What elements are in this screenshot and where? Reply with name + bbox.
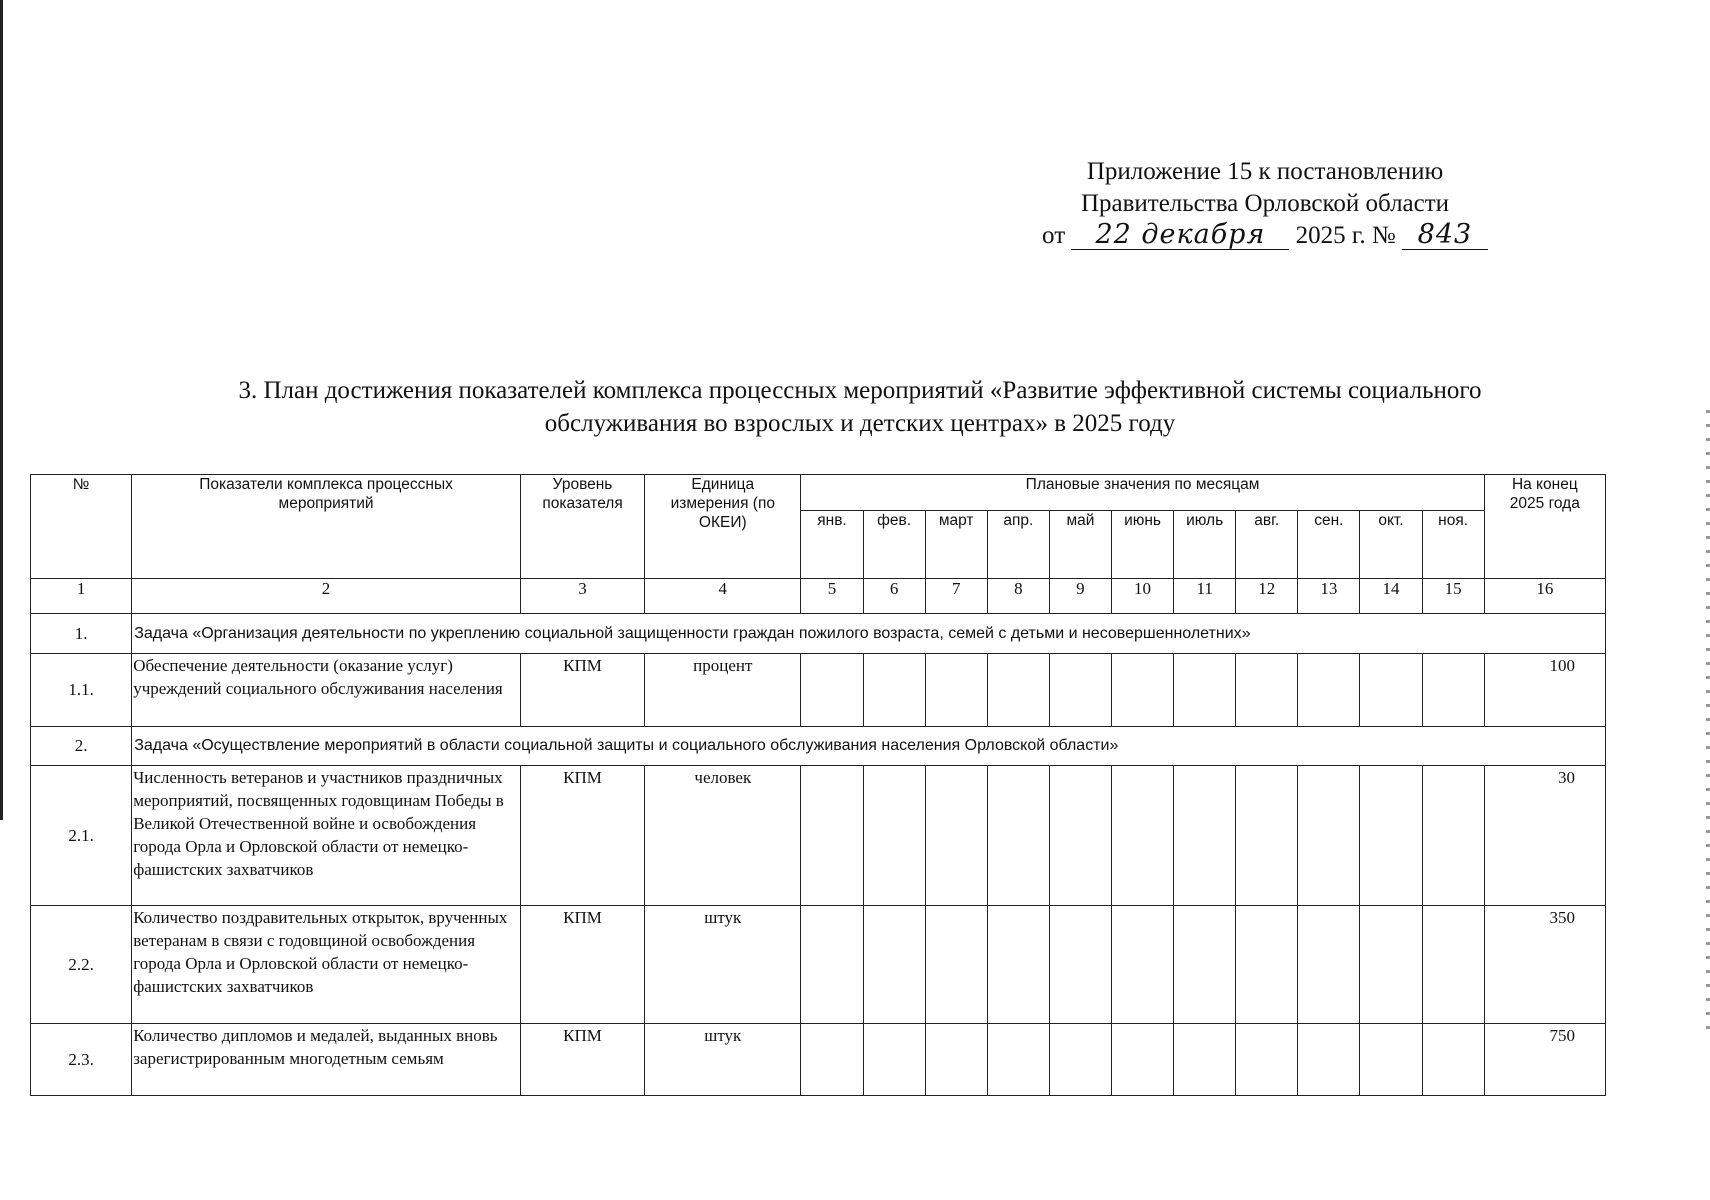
empty-month-cell [1174,1024,1236,1096]
empty-month-cell [801,1024,863,1096]
task-row [31,727,1606,766]
empty-month-cell [1111,1024,1173,1096]
row-indicator-name: Обеспечение деятельности (оказание услуг) учреждений социального обслуживания населения [132,654,521,727]
header-unit: Единица измерения (по ОКЕИ) [645,475,801,579]
header-month: май [1049,511,1111,579]
document-title [130,374,1590,440]
header-months-group: Плановые значения по месяцам [801,475,1484,511]
header-month: июнь [1111,511,1173,579]
column-number: 6 [863,579,925,614]
empty-month-cell [1298,766,1360,906]
title-line-2: обслуживания во взрослых и детских центрах» в 2025 году [544,410,1176,437]
row-final-value: 100 [1484,654,1605,727]
header-month: ноя. [1422,511,1484,579]
header-month: апр. [987,511,1049,579]
row-indicator-name: Численность ветеранов и участников праздничных мероприятий, посвященных годовщинам Победы в Великой Отечественной войне и освобождения города Орла и Орловской области от немецко-фашистских захватчиков [132,766,521,906]
empty-month-cell [863,654,925,727]
column-numbers-row [31,579,1606,614]
empty-month-cell [801,654,863,727]
empty-month-cell [987,654,1049,727]
row-no: 1.1. [31,654,132,727]
empty-month-cell [1049,906,1111,1024]
empty-month-cell [801,906,863,1024]
empty-month-cell [1111,766,1173,906]
row-level: КПМ [520,1024,644,1096]
header-indicator: Показатели комплекса процессных мероприятий [132,475,521,579]
row-unit: штук [645,906,801,1024]
table-row [31,766,1606,906]
empty-month-cell [1111,906,1173,1024]
header-month: март [925,511,987,579]
task-row [31,614,1606,654]
row-indicator-name: Количество поздравительных открыток, врученных ветеранам в связи с годовщиной освобождения города Орла и Орловской области от немецко-фашистских захватчиков [132,906,521,1024]
header-no: № [31,475,132,579]
task-text: Задача «Организация деятельности по укреплению социальной защищенности граждан пожилого возраста, семей с детьми и несовершеннолетних» [132,614,1606,654]
column-number: 14 [1360,579,1422,614]
row-level: КПМ [520,654,644,727]
empty-month-cell [1360,906,1422,1024]
empty-month-cell [1298,906,1360,1024]
column-number: 11 [1174,579,1236,614]
empty-month-cell [987,906,1049,1024]
header-month: сен. [1298,511,1360,579]
column-number: 1 [31,579,132,614]
appendix-header [1020,156,1510,252]
column-number: 9 [1049,579,1111,614]
title-line-1: 3. План достижения показателей комплекса процессных мероприятий «Развитие эффективной системы социального [238,377,1482,404]
empty-month-cell [801,766,863,906]
column-number: 13 [1298,579,1360,614]
empty-month-cell [987,1024,1049,1096]
task-no: 2. [31,727,132,766]
column-number: 12 [1236,579,1298,614]
column-number: 15 [1422,579,1484,614]
table-row [31,1024,1606,1096]
empty-month-cell [1174,654,1236,727]
empty-month-cell [1298,1024,1360,1096]
empty-month-cell [1174,766,1236,906]
empty-month-cell [1298,654,1360,727]
empty-month-cell [1236,654,1298,727]
row-no: 2.2. [31,906,132,1024]
empty-month-cell [1111,654,1173,727]
empty-month-cell [1049,766,1111,906]
row-unit: штук [645,1024,801,1096]
empty-month-cell [1360,654,1422,727]
task-text: Задача «Осуществление мероприятий в области социальной защиты и социального обслуживания населения Орловской области» [132,727,1606,766]
row-indicator-name: Количество дипломов и медалей, выданных вновь зарегистрированным многодетным семьям [132,1024,521,1096]
column-number: 2 [132,579,521,614]
row-final-value: 350 [1484,906,1605,1024]
date-prefix: от [1042,222,1066,249]
header-month: фев. [863,511,925,579]
empty-month-cell [1049,654,1111,727]
handwritten-number: 843 [1402,221,1488,250]
handwritten-date: 22 декабря [1071,221,1289,250]
task-no: 1. [31,614,132,654]
column-number: 16 [1484,579,1605,614]
row-level: КПМ [520,766,644,906]
empty-month-cell [1236,1024,1298,1096]
scan-edge-marks [1706,410,1710,1030]
empty-month-cell [863,906,925,1024]
column-number: 7 [925,579,987,614]
empty-month-cell [1422,654,1484,727]
page-left-edge [0,0,3,820]
header-month: янв. [801,511,863,579]
appendix-date-line [1020,220,1510,252]
empty-month-cell [1360,1024,1422,1096]
empty-month-cell [1236,906,1298,1024]
header-row-1 [31,475,1606,511]
empty-month-cell [925,906,987,1024]
year-text: 2025 г. № [1295,222,1396,249]
empty-month-cell [1236,766,1298,906]
row-unit: процент [645,654,801,727]
header-month: авг. [1236,511,1298,579]
column-number: 5 [801,579,863,614]
row-no: 2.3. [31,1024,132,1096]
row-unit: человек [645,766,801,906]
empty-month-cell [987,766,1049,906]
row-no: 2.1. [31,766,132,906]
plan-table [30,474,1606,1096]
empty-month-cell [1422,1024,1484,1096]
appendix-line-2: Правительства Орловской области [1080,190,1450,217]
table-row [31,906,1606,1024]
empty-month-cell [1422,766,1484,906]
header-month: июль [1174,511,1236,579]
row-level: КПМ [520,906,644,1024]
empty-month-cell [863,1024,925,1096]
empty-month-cell [925,654,987,727]
empty-month-cell [1360,766,1422,906]
column-number: 8 [987,579,1049,614]
empty-month-cell [1174,906,1236,1024]
empty-month-cell [925,1024,987,1096]
row-final-value: 750 [1484,1024,1605,1096]
table-row [31,654,1606,727]
appendix-line-1: Приложение 15 к постановлению [1086,158,1444,185]
column-number: 3 [520,579,644,614]
row-final-value: 30 [1484,766,1605,906]
header-month: окт. [1360,511,1422,579]
empty-month-cell [863,766,925,906]
column-number: 4 [645,579,801,614]
empty-month-cell [1049,1024,1111,1096]
header-final: На конец 2025 года [1484,475,1605,579]
empty-month-cell [925,766,987,906]
column-number: 10 [1111,579,1173,614]
empty-month-cell [1422,906,1484,1024]
header-level: Уровень показателя [520,475,644,579]
